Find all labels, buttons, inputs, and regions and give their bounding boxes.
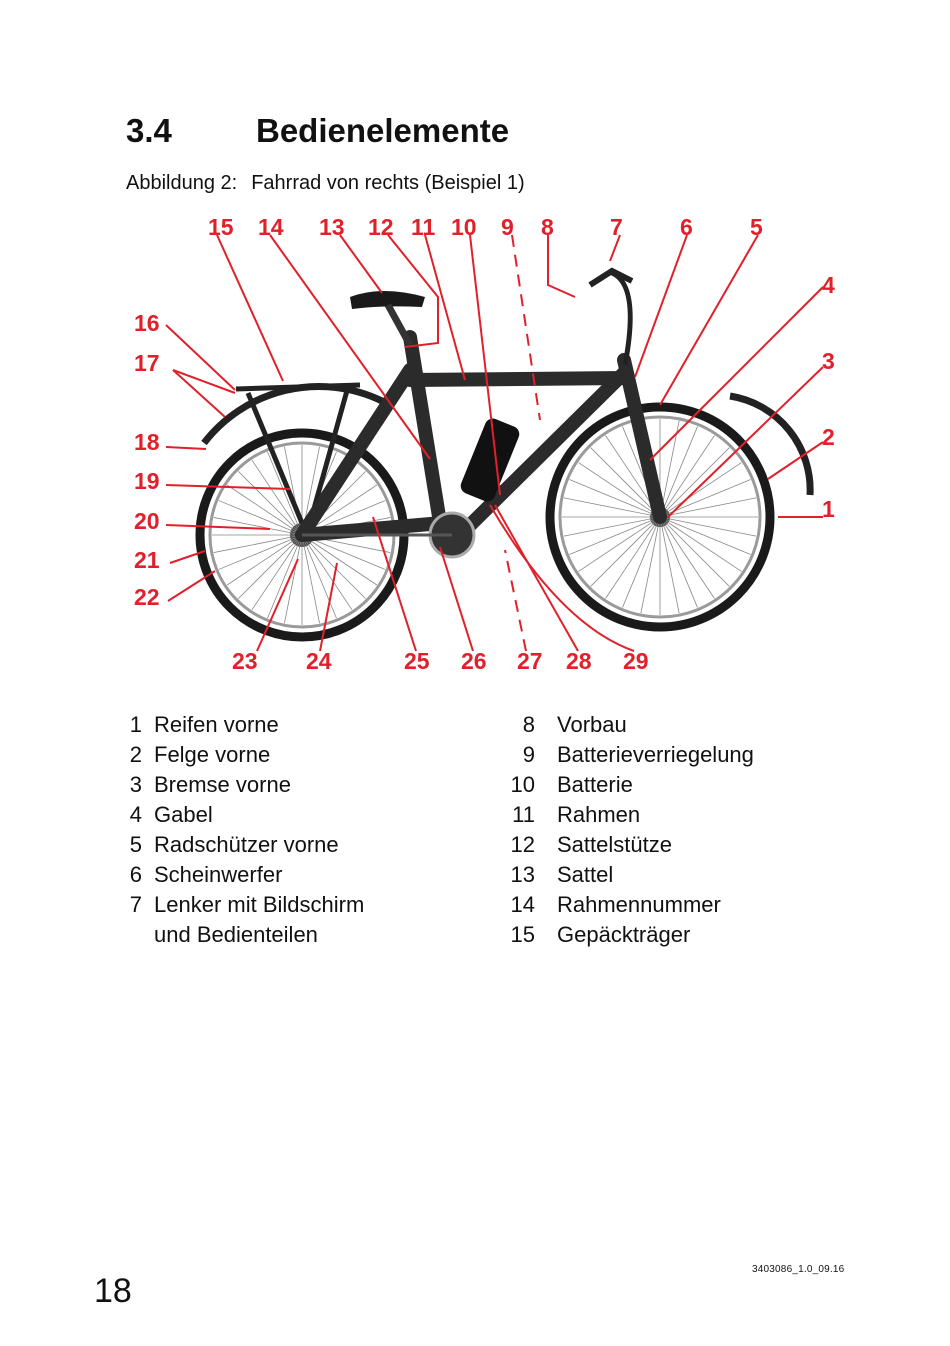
callout-10: 10 [451,214,477,240]
callout-15: 15 [208,214,234,240]
callout-24: 24 [306,648,332,674]
callout-26: 26 [461,648,487,674]
callout-6: 6 [680,214,693,240]
legend-label: Rahmen [557,802,641,827]
callout-18: 18 [134,429,160,455]
bicycle-figure [120,205,850,685]
caption-label: Abbildung 2: [126,172,238,194]
legend-item [124,710,364,740]
callout-13: 13 [319,214,345,240]
legend-left [124,710,364,950]
legend-label: Lenker mit Bildschirm [154,892,365,917]
legend-item [505,860,754,890]
legend-number: 8 [522,712,535,737]
legend-label: Vorbau [557,712,627,737]
legend-item [505,890,754,920]
legend-number: 9 [522,742,535,767]
legend-item [505,710,754,740]
caption-text: Fahrrad von rechts (Beispiel 1) [251,172,525,194]
legend-number: 14 [510,892,535,917]
legend-item [124,860,364,890]
bicycle-illustration [200,271,810,637]
section-number: 3.4 [126,112,172,149]
legend-item [505,830,754,860]
legend-number: 12 [510,832,535,857]
callout-23: 23 [232,648,258,674]
legend-right [505,710,754,950]
legend-label: Gepäckträger [557,922,691,947]
legend-label: Scheinwerfer [154,862,283,887]
callout-29: 29 [623,648,649,674]
callout-27: 27 [517,648,543,674]
callout-1: 1 [822,496,835,522]
callout-21: 21 [134,547,160,573]
legend-label: Reifen vorne [154,712,279,737]
legend-label: Batterieverriegelung [557,742,754,767]
legend-item [124,800,364,830]
spoke [591,517,660,586]
legend-number: 11 [512,802,535,827]
callout-5: 5 [750,214,763,240]
legend-item [505,800,754,830]
callout-14: 14 [258,214,284,240]
legend-item [505,740,754,770]
spoke [660,448,729,517]
callout-16: 16 [134,310,160,336]
legend-number: 10 [510,772,535,797]
spoke [302,535,366,599]
callout-20: 20 [134,508,160,534]
legend-number: 2 [129,742,142,767]
callout-3: 3 [822,348,835,374]
legend-label: Batterie [557,772,633,797]
legend-item [505,770,754,800]
legend-label: Felge vorne [154,742,271,767]
page-number: 18 [94,1272,132,1310]
legend-label: und Bedienteilen [154,922,318,947]
legend-number: 7 [129,892,142,917]
legend-number: 3 [129,772,142,797]
stem-shape [612,273,630,365]
legend-number: 1 [129,712,142,737]
legend-number: 6 [129,862,142,887]
legend-number: 13 [510,862,535,887]
callout-12: 12 [368,214,394,240]
legend-number: 15 [510,922,535,947]
callout-11: 11 [411,214,436,240]
legend-label: Rahmennummer [557,892,721,917]
legend-number: 4 [129,802,142,827]
figure-caption [126,172,525,195]
legend-label: Gabel [154,802,213,827]
callout-17: 17 [134,350,160,376]
legend-number: 5 [129,832,142,857]
document-code: 3403086_1.0_09.16 [752,1264,845,1275]
seatpost-shape [388,305,410,345]
legend-item [505,920,754,950]
spoke [660,517,729,586]
legend-item [124,830,364,860]
callout-25: 25 [404,648,430,674]
legend-label: Sattel [557,862,614,887]
legend-item [124,920,364,950]
callout-19: 19 [134,468,160,494]
legend-label: Sattelstütze [557,832,672,857]
legend-number [124,920,142,950]
callout-2: 2 [822,424,835,450]
spoke [238,535,302,599]
callout-4: 4 [822,272,835,298]
callout-7: 7 [610,214,623,240]
legend-item [124,890,364,920]
legend-item [124,740,364,770]
section-title: Bedienelemente [256,112,510,149]
legend-item [124,770,364,800]
luggage-rack-shape [236,385,360,523]
legend-label: Radschützer vorne [154,832,339,857]
legend-label: Bremse vorne [154,772,291,797]
callout-28: 28 [566,648,592,674]
callout-8: 8 [541,214,554,240]
callout-22: 22 [134,584,160,610]
callout-9: 9 [501,214,514,240]
